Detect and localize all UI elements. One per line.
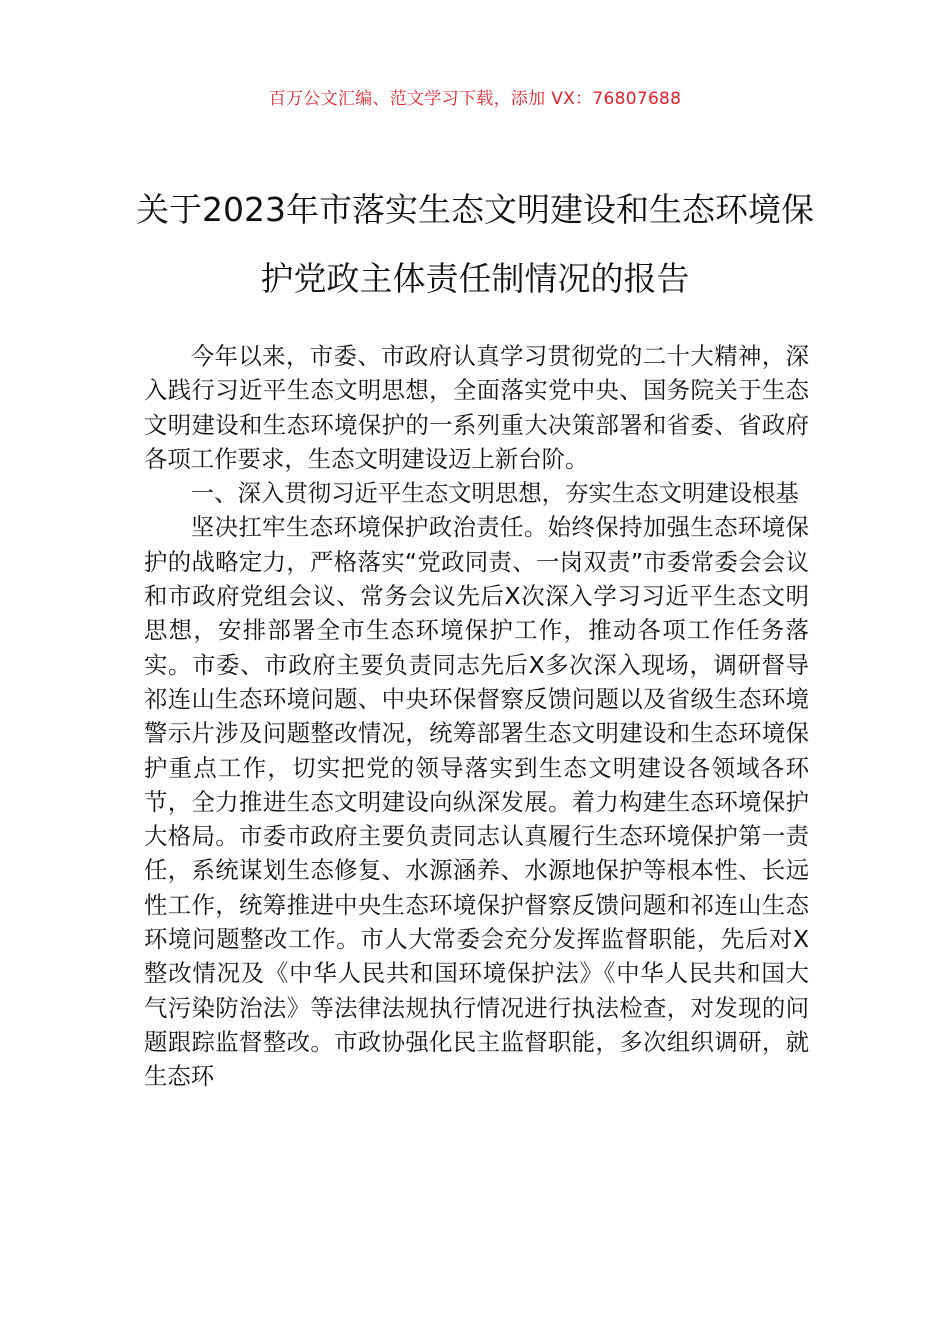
section-heading-1: 一、深入贯彻习近平生态文明思想，夯实生态文明建设根基 <box>190 479 799 508</box>
paragraph-section-1: 坚决扛牢生态环境保护政治责任。始终保持加强生态环境保护的战略定力，严格落实“党政同责、一岗双责”市委常委会会议和市政府党组会议、常务会议先后X次深入学习习近平生态文明思想，安排部署全市生态环境保护工作，推动各项工作任务落实。市委、市政府主要负责同志先后X多次深入现场，调研督导祁连山生态环境问题、中央环保督察反馈问题以及省级生态环境警示片涉及问题整改情况，统筹部署生态文明建设和生态环境保护重点工作，切实把党的领导落实到生态文明建设各领域各环节，全力推进生态文明建设向纵深发展。着力构建生态环境保护大格局。市委市政府主要负责同志认真履行生态环境保护第一责任，系统谋划生态修复、水源涵养、水源地保护等根本性、长远性工作，统筹推进中央生态环境保护督察反馈问题和祁连山生态环境问题整改工作。市人大常委会充分发挥监督职能，先后对X整改情况及《中华人民共和国环境保护法》《中华人民共和国大气污染防治法》等法律法规执行情况进行执法检查，对发现的问题跟踪监督整改。市政协强化民主监督职能，多次组织调研，就生态环 <box>144 513 809 1091</box>
watermark-banner: 百万公文汇编、范文学习下载，添加 VX：76807688 <box>268 89 682 109</box>
paragraph-intro: 今年以来，市委、市政府认真学习贯彻党的二十大精神，深入践行习近平生态文明思想，全面落实党中央、国务院关于生态文明建设和生态环境保护的一系列重大决策部署和省委、省政府各项工作要求，生态文明建设迈上新台阶。 <box>144 342 809 473</box>
document-title: 关于2023年市落实生态文明建设和生态环境保护党政主体责任制情况的报告 <box>136 190 814 298</box>
document-body <box>144 339 809 1094</box>
